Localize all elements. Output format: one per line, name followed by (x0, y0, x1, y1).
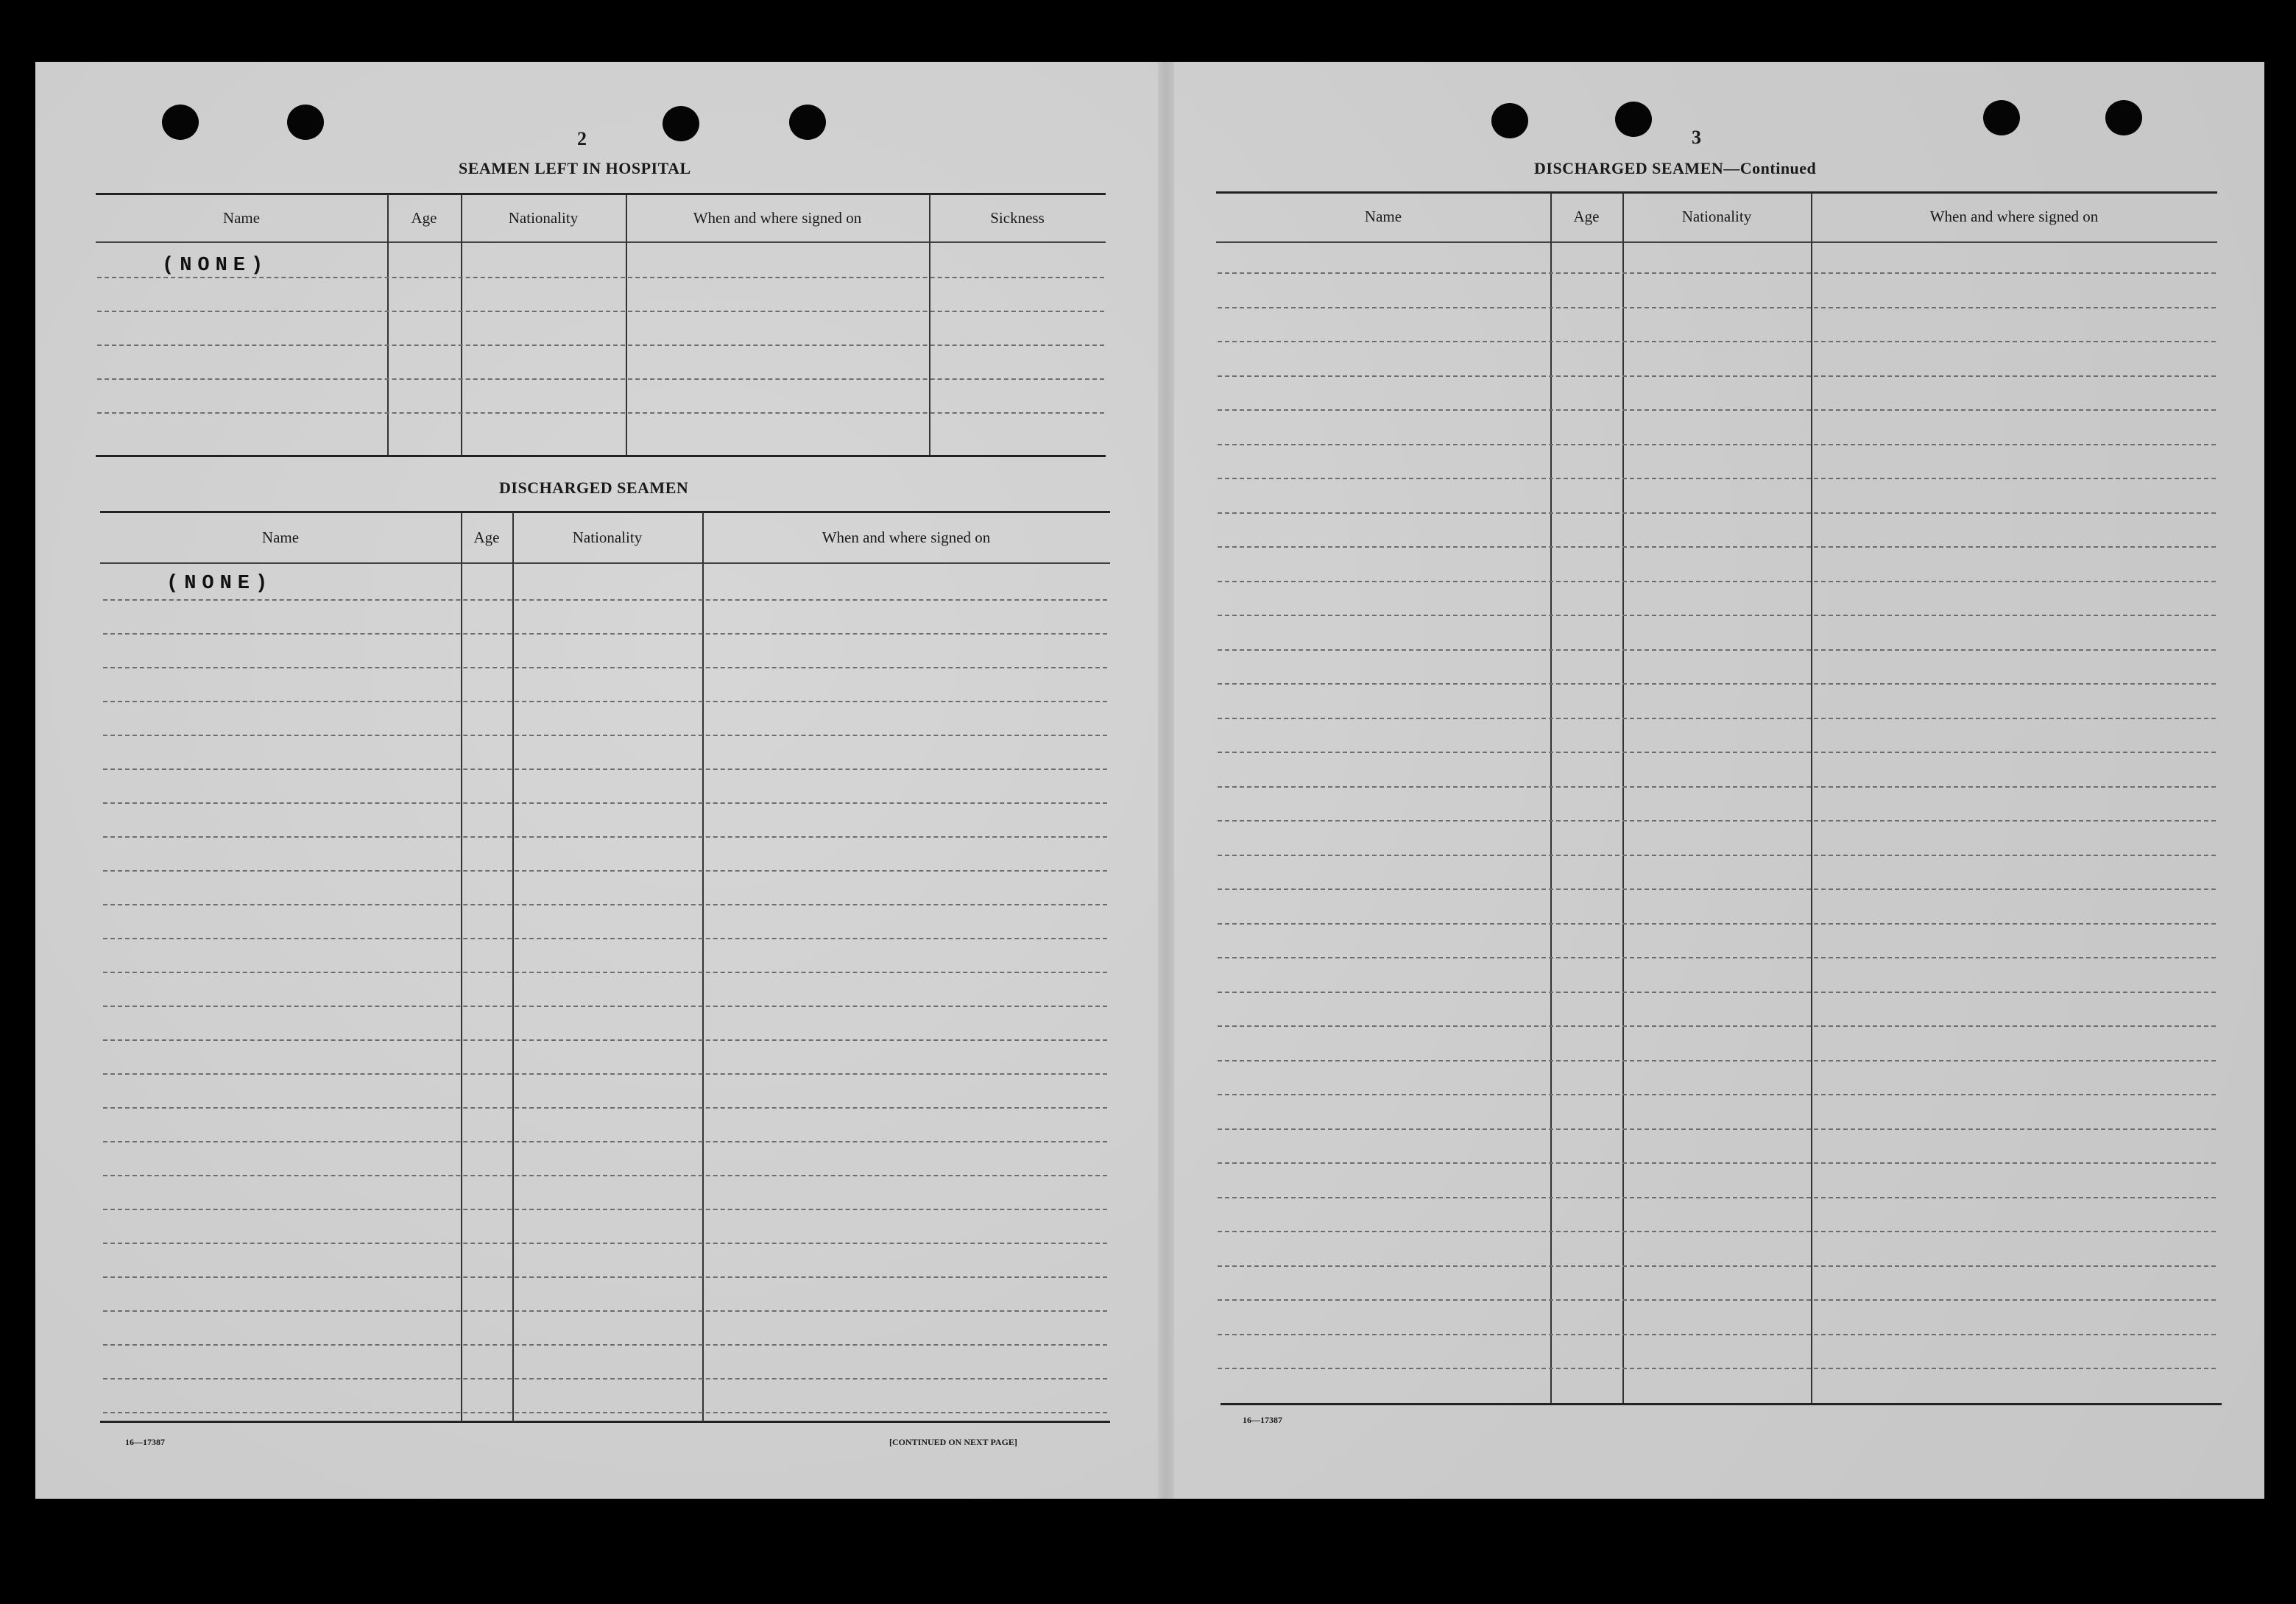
table-top-rule (1216, 191, 2217, 194)
column-header-sickness: Sickness (990, 209, 1045, 227)
table-top-rule (100, 511, 1110, 513)
ruled-line (103, 938, 1107, 939)
page-number: 3 (1692, 127, 1701, 148)
column-header-signed-on: When and where signed on (822, 529, 991, 546)
column-header-nationality: Nationality (508, 209, 579, 227)
ruled-line (1218, 1025, 2216, 1027)
ruled-line (103, 1006, 1107, 1007)
ruled-line (1218, 1265, 2216, 1267)
column-divider (461, 194, 462, 455)
table-top-rule (96, 193, 1106, 195)
table-header-rule (1216, 241, 2217, 243)
column-divider (387, 194, 389, 455)
document-page-spread (35, 62, 2264, 1499)
ruled-line (97, 378, 1104, 380)
column-header-name: Name (261, 529, 300, 546)
ruled-line (1218, 888, 2216, 890)
hospital-entry: (NONE) (162, 255, 269, 277)
ruled-line (97, 311, 1104, 312)
column-header-age: Age (1573, 208, 1600, 225)
column-divider (929, 194, 930, 455)
ruled-line (103, 1209, 1107, 1210)
ruled-line (1218, 581, 2216, 582)
ruled-line (1218, 409, 2216, 411)
section-title-discharged: DISCHARGED SEAMEN (499, 478, 689, 497)
ruled-line (1218, 649, 2216, 651)
ruled-line (103, 1276, 1107, 1278)
ruled-line (1218, 1334, 2216, 1335)
column-divider (626, 194, 627, 455)
ruled-line (1218, 957, 2216, 958)
ruled-line (97, 412, 1104, 414)
table-bottom-rule (100, 1421, 1110, 1423)
column-header-age: Age (473, 529, 500, 546)
section-title-discharged-continued: DISCHARGED SEAMEN—Continued (1534, 159, 1817, 177)
ruled-line (1218, 923, 2216, 925)
ruled-line (103, 1141, 1107, 1142)
ruled-line (103, 1412, 1107, 1413)
column-header-signed-on: When and where signed on (1929, 208, 2099, 225)
ruled-line (1218, 820, 2216, 822)
ruled-line (103, 701, 1107, 702)
column-header-age: Age (411, 209, 437, 227)
ruled-line (97, 277, 1104, 278)
ruled-line (1218, 1060, 2216, 1061)
ruled-line (103, 1073, 1107, 1075)
ruled-line (103, 667, 1107, 668)
ruled-line (1218, 307, 2216, 308)
ruled-line (103, 972, 1107, 973)
punch-hole (162, 105, 199, 140)
ruled-line (1218, 1197, 2216, 1198)
ruled-line (103, 870, 1107, 872)
punch-hole (789, 105, 826, 140)
punch-hole (287, 105, 324, 140)
ruled-line (1218, 444, 2216, 445)
ruled-line (103, 802, 1107, 804)
discharged-entry: (NONE) (166, 573, 274, 595)
ruled-line (103, 1107, 1107, 1109)
column-divider (512, 512, 514, 1422)
ruled-line (1218, 375, 2216, 377)
ruled-line (1218, 1128, 2216, 1130)
section-title-hospital: SEAMEN LEFT IN HOSPITAL (459, 159, 691, 177)
ruled-line (1218, 615, 2216, 616)
ruled-line (1218, 1094, 2216, 1095)
ruled-line (1218, 546, 2216, 548)
punch-hole (2105, 100, 2142, 135)
ruled-line (1218, 1368, 2216, 1369)
punch-hole (1983, 100, 2020, 135)
table-header-rule (100, 562, 1110, 564)
ruled-line (1218, 752, 2216, 753)
ruled-line (1218, 1162, 2216, 1164)
ruled-line (1218, 786, 2216, 788)
column-header-signed-on: When and where signed on (693, 209, 862, 227)
ruled-line (1218, 341, 2216, 342)
punch-hole (1615, 102, 1652, 137)
page-fold (1158, 62, 1174, 1499)
ruled-line (103, 1310, 1107, 1312)
table-bottom-rule (1221, 1403, 2222, 1405)
ruled-line (103, 1378, 1107, 1379)
ruled-line (1218, 718, 2216, 719)
ruled-line (1218, 478, 2216, 479)
ruled-line (103, 599, 1107, 601)
table-bottom-rule (96, 455, 1106, 457)
ruled-line (103, 1175, 1107, 1176)
column-header-name: Name (222, 209, 261, 227)
table-header-rule (96, 241, 1106, 243)
punch-hole (1491, 103, 1528, 138)
ruled-line (103, 1039, 1107, 1041)
form-number: 16—17387 (1243, 1415, 1282, 1425)
ruled-line (103, 904, 1107, 905)
column-divider (702, 512, 704, 1422)
ruled-line (103, 1344, 1107, 1346)
ruled-line (103, 836, 1107, 838)
ruled-line (1218, 992, 2216, 993)
ruled-line (103, 735, 1107, 736)
continued-note: [CONTINUED ON NEXT PAGE] (889, 1437, 1017, 1447)
column-divider (461, 512, 462, 1422)
ruled-line (103, 633, 1107, 635)
ruled-line (103, 1243, 1107, 1244)
form-number: 16—17387 (125, 1437, 165, 1447)
column-header-nationality: Nationality (572, 529, 643, 546)
ruled-line (1218, 683, 2216, 685)
ruled-line (1218, 512, 2216, 514)
ruled-line (1218, 855, 2216, 856)
ruled-line (97, 345, 1104, 346)
punch-hole (663, 106, 699, 141)
ruled-line (1218, 1231, 2216, 1232)
page-number: 2 (577, 128, 587, 149)
column-header-name: Name (1364, 208, 1402, 225)
ruled-line (1218, 1299, 2216, 1301)
ruled-line (103, 769, 1107, 770)
column-header-nationality: Nationality (1681, 208, 1752, 225)
ruled-line (1218, 272, 2216, 274)
